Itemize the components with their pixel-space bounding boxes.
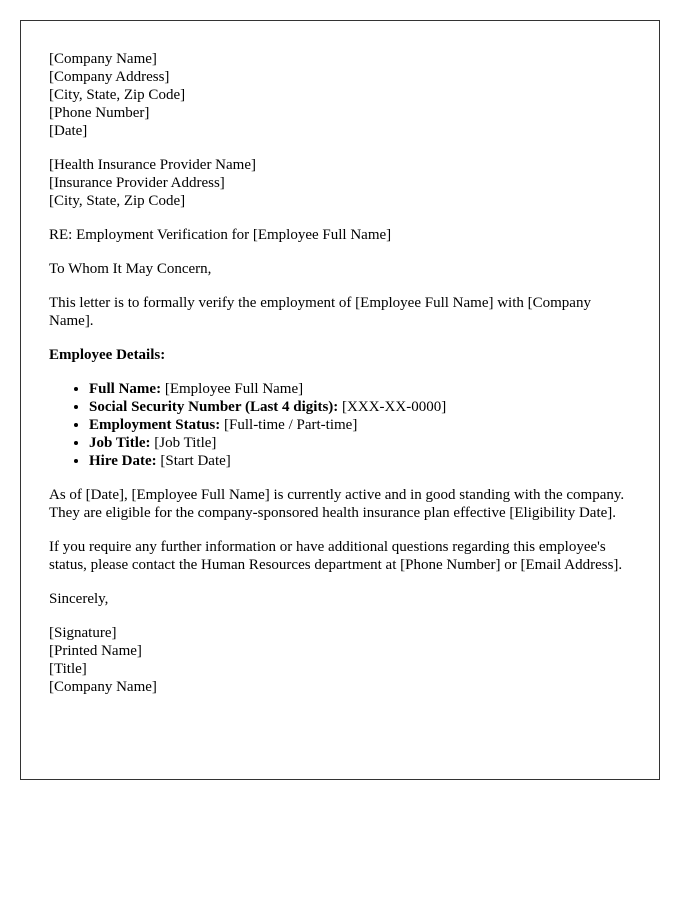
employee-details-list bbox=[49, 380, 631, 470]
salutation: To Whom It May Concern, bbox=[49, 261, 212, 277]
detail-employment-status bbox=[89, 416, 631, 434]
sender-phone: [Phone Number] bbox=[49, 105, 150, 121]
detail-hire-date bbox=[89, 452, 631, 470]
detail-label: Employment Status: bbox=[89, 417, 221, 433]
status-paragraph: As of [Date], [Employee Full Name] is currently active and in good standing with the company. They are eligible for the company-sponsored health insurance plan effective [Eligibility Date]. bbox=[49, 487, 625, 521]
recipient-block bbox=[49, 156, 631, 210]
signature: [Signature] bbox=[49, 625, 117, 641]
detail-value: [Job Title] bbox=[150, 435, 217, 451]
recipient-city-state-zip: [City, State, Zip Code] bbox=[49, 193, 186, 209]
contact-paragraph: If you require any further information or have additional questions regarding this employee's status, please contact the Human Resources department at [Phone Number] or [Email Address]. bbox=[49, 539, 623, 573]
signature-block bbox=[49, 624, 631, 696]
detail-label: Social Security Number (Last 4 digits): bbox=[89, 399, 339, 415]
subject-line: RE: Employment Verification for [Employee Full Name] bbox=[49, 227, 392, 243]
closing: Sincerely, bbox=[49, 591, 109, 607]
sender-city-state-zip: [City, State, Zip Code] bbox=[49, 87, 186, 103]
signer-title: [Title] bbox=[49, 661, 87, 677]
sender-block bbox=[49, 50, 631, 140]
sender-company-address: [Company Address] bbox=[49, 69, 170, 85]
signer-company-name: [Company Name] bbox=[49, 679, 157, 695]
detail-ssn bbox=[89, 398, 631, 416]
letter-date: [Date] bbox=[49, 123, 88, 139]
detail-value: [XXX-XX-0000] bbox=[338, 399, 447, 415]
printed-name: [Printed Name] bbox=[49, 643, 142, 659]
detail-label: Full Name: bbox=[89, 381, 162, 397]
detail-label: Job Title: bbox=[89, 435, 151, 451]
recipient-provider-name: [Health Insurance Provider Name] bbox=[49, 157, 256, 173]
intro-paragraph: This letter is to formally verify the employment of [Employee Full Name] with [Company Name]. bbox=[49, 295, 591, 329]
recipient-provider-address: [Insurance Provider Address] bbox=[49, 175, 225, 191]
details-heading: Employee Details: bbox=[49, 347, 166, 363]
detail-value: [Employee Full Name] bbox=[161, 381, 304, 397]
detail-label: Hire Date: bbox=[89, 453, 157, 469]
detail-job-title bbox=[89, 434, 631, 452]
letter-page bbox=[20, 20, 660, 780]
sender-company-name: [Company Name] bbox=[49, 51, 157, 67]
detail-value: [Start Date] bbox=[156, 453, 231, 469]
detail-full-name bbox=[89, 380, 631, 398]
detail-value: [Full-time / Part-time] bbox=[220, 417, 358, 433]
